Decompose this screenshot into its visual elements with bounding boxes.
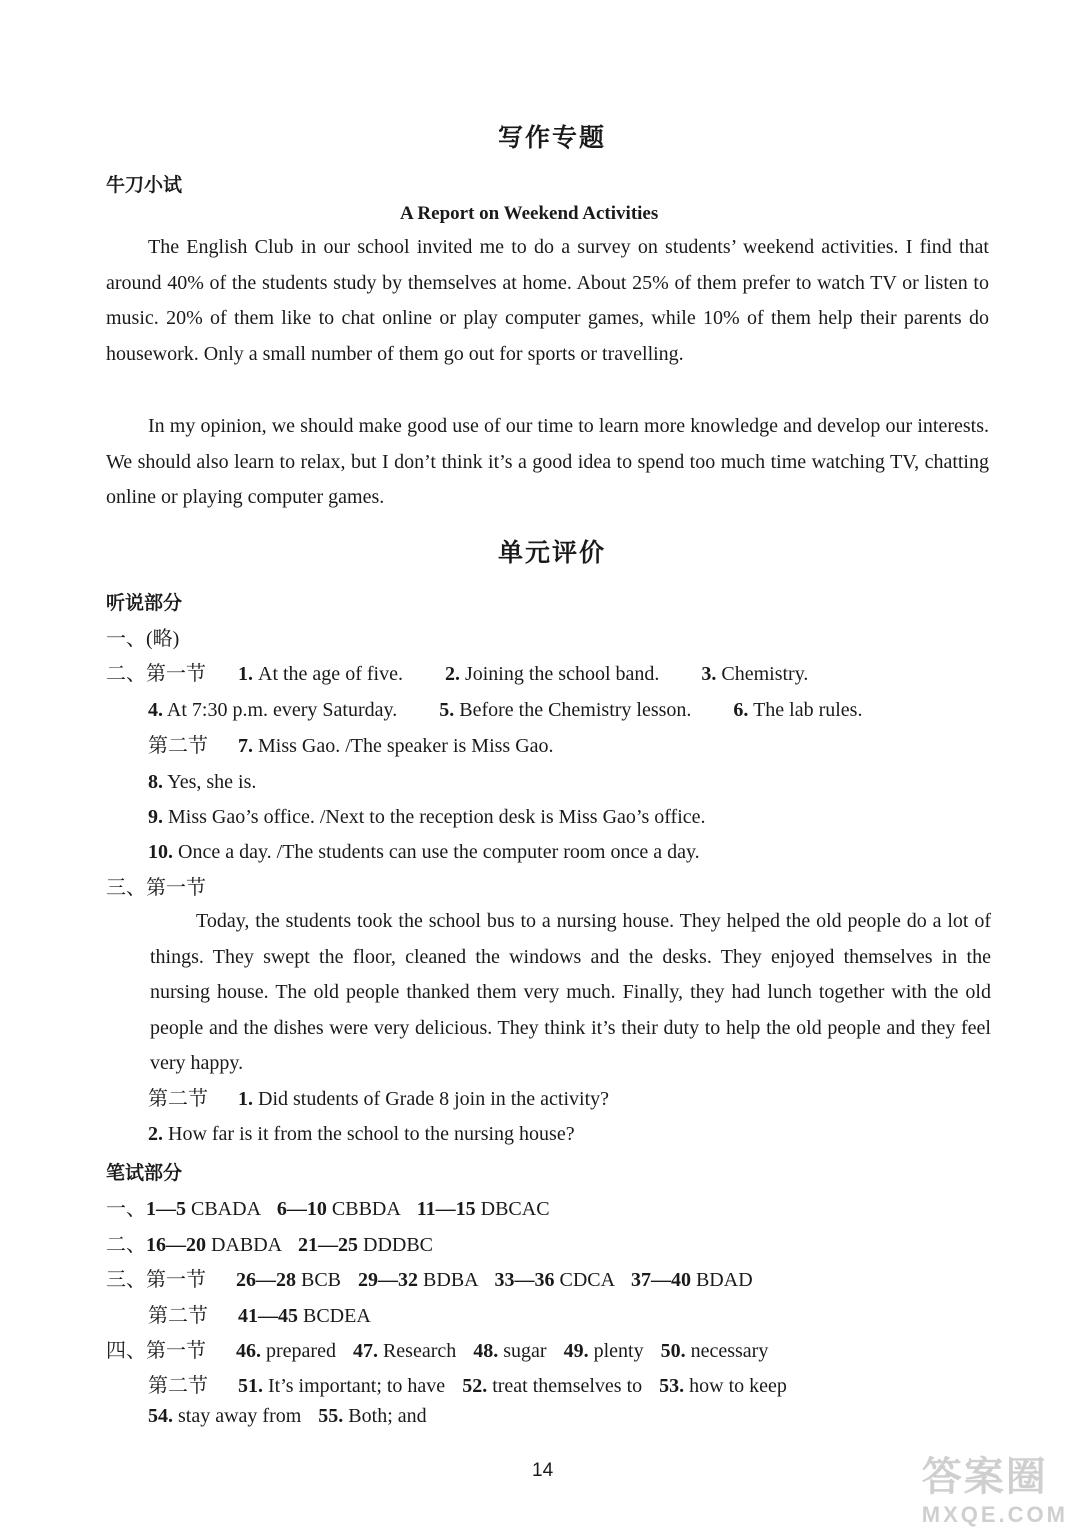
answers: DDDBC (363, 1234, 434, 1256)
part-label: 四、第一节 (106, 1340, 206, 1362)
answer-number: 53. (659, 1375, 685, 1397)
watermark-top: 答案圈 (921, 1455, 1048, 1499)
answers: BCB (301, 1269, 342, 1291)
part-label: 二、 (106, 1234, 146, 1256)
listening-section-title: 听说部分 (106, 593, 183, 614)
answer-text: Joining the school band. (464, 663, 660, 685)
range: 6—10 (276, 1198, 327, 1220)
answer-text: Miss Gao’s office. /Next to the reception desk is Miss Gao’s office. (168, 806, 706, 828)
range: 1—5 (146, 1198, 186, 1220)
answer-text: It’s important; to have (268, 1375, 446, 1397)
section-label-trial: 牛刀小试 (106, 175, 183, 196)
written-part-3-row-2 (148, 1299, 371, 1328)
range: 11—15 (416, 1198, 476, 1220)
answer-number: 7. (238, 735, 253, 757)
listening-part-2-row-5 (148, 805, 706, 829)
answer-text: The lab rules. (753, 699, 863, 721)
part-label: 一、 (106, 1198, 146, 1220)
answers: BDAD (695, 1269, 753, 1291)
listening-part-2-row-2 (148, 698, 862, 722)
answers: DBCAC (480, 1198, 550, 1220)
listening-passage: Today, the students took the school bus to a nursing house. They helped the old people do a lot of things. They swept the floor, cleaned the windows and the desks. They enjoyed themselves in the nursing house. The old people thanked them very much. Finally, they had lunch together with the old people and the dishes were very delicious. They think it’s their duty to help the old people and they feel very happy. (150, 910, 991, 1074)
range: 21—25 (298, 1234, 359, 1256)
writing-heading: 写作专题 (498, 125, 607, 152)
answers: BDBA (423, 1269, 478, 1291)
listening-part-2-row-3 (148, 734, 554, 758)
answer-text: Did students of Grade 8 join in the activity? (258, 1088, 610, 1110)
answer-number: 52. (462, 1375, 488, 1397)
answer-text: how to keep (689, 1375, 787, 1397)
answers: BCDEA (303, 1305, 371, 1327)
answer-text: Before the Chemistry lesson. (459, 699, 692, 721)
written-part-2 (106, 1228, 433, 1257)
answer-text: necessary (690, 1340, 769, 1362)
answer-text: Chemistry. (721, 663, 809, 685)
part-label: 三、第一节 (106, 1269, 206, 1291)
answer-number: 51. (238, 1375, 263, 1397)
answer-number: 6. (733, 699, 749, 721)
listening-part-3-label: 三、第一节 (106, 877, 206, 899)
answers: DABDA (211, 1234, 282, 1256)
answer-number: 8. (148, 771, 163, 793)
range: 41—45 (238, 1305, 298, 1327)
section-label: 第二节 (148, 1375, 208, 1397)
answer-text: treat themselves to (492, 1375, 643, 1397)
answer-number: 5. (439, 699, 455, 721)
answer-number: 9. (148, 806, 163, 828)
answers: CDCA (559, 1269, 614, 1291)
listening-part-2-row-6 (148, 840, 700, 864)
range: 37—40 (630, 1269, 691, 1291)
unit-heading: 单元评价 (498, 540, 607, 567)
answer-number: 1. (238, 1088, 253, 1110)
range: 26—28 (236, 1269, 296, 1291)
answers: CBBDA (331, 1198, 400, 1220)
answer-text: At the age of five. (258, 663, 403, 685)
answer-text: prepared (266, 1340, 336, 1362)
answer-text: Yes, she is. (167, 771, 257, 793)
answer-number: 50. (660, 1340, 686, 1362)
range: 33—36 (494, 1269, 555, 1291)
listening-part-2-row-4 (148, 770, 256, 794)
answer-number: 10. (148, 841, 173, 863)
essay-paragraph-2: In my opinion, we should make good use of our time to learn more knowledge and develop our interests. We should also learn to relax, but I don’t think it’s a good idea to spend too much time watching TV, chatting online or playing computer games. (106, 415, 989, 508)
written-part-4-row-2 (148, 1369, 787, 1398)
answer-text: Once a day. /The students can use the computer room once a day. (178, 841, 700, 863)
answer-number: 3. (701, 663, 717, 685)
answer-number: 54. (148, 1405, 173, 1427)
answer-number: 2. (444, 663, 460, 685)
range: 16—20 (146, 1234, 206, 1256)
answer-number: 46. (236, 1340, 261, 1362)
range: 29—32 (358, 1269, 419, 1291)
answer-text: Both; and (348, 1405, 427, 1427)
section-label: 第二节 (148, 735, 208, 757)
answer-text: How far is it from the school to the nursing house? (168, 1123, 575, 1145)
page-number: 14 (532, 1460, 554, 1481)
answer-number: 1. (238, 663, 253, 685)
written-part-3-row-1 (106, 1263, 753, 1292)
listening-part-3-row-1 (148, 1087, 609, 1111)
essay-paragraph-1: The English Club in our school invited me to do a survey on students’ weekend activities. I find that around 40% of the students study by themselves at home. About 25% of them prefer to watch TV or listen to music. 20% of them like to chat online or play computer games, while 10% of them help their parents do housework. Only a small number of them go out for sports or travelling. (106, 236, 989, 365)
answer-text: plenty (593, 1340, 644, 1362)
answers: CBADA (191, 1198, 260, 1220)
watermark-logo (922, 1445, 1068, 1528)
answer-number: 49. (563, 1340, 589, 1362)
answer-number: 47. (352, 1340, 378, 1362)
answer-number: 55. (318, 1405, 344, 1427)
written-part-4-row-3 (148, 1405, 427, 1428)
listening-part-1: 一、(略) (106, 628, 180, 650)
listening-part-2-row-1 (106, 662, 808, 686)
written-part-1 (106, 1192, 550, 1221)
answer-number: 4. (148, 699, 163, 721)
section-label: 第二节 (148, 1088, 208, 1110)
answer-number: 48. (473, 1340, 499, 1362)
essay-title: A Report on Weekend Activities (400, 203, 659, 224)
watermark-bottom: MXQE.COM (921, 1502, 1068, 1527)
listening-part-3-row-2 (148, 1122, 575, 1146)
part-label: 二、第一节 (106, 663, 206, 685)
answer-text: Research (382, 1340, 457, 1362)
answer-text: Miss Gao. /The speaker is Miss Gao. (258, 735, 554, 757)
answer-number: 2. (148, 1123, 163, 1145)
answer-text: At 7:30 p.m. every Saturday. (166, 699, 398, 721)
written-part-4-row-1 (106, 1334, 768, 1363)
written-section-title: 笔试部分 (106, 1163, 183, 1184)
section-label: 第二节 (148, 1305, 208, 1327)
answer-text: stay away from (178, 1405, 302, 1427)
answer-text: sugar (503, 1340, 547, 1362)
